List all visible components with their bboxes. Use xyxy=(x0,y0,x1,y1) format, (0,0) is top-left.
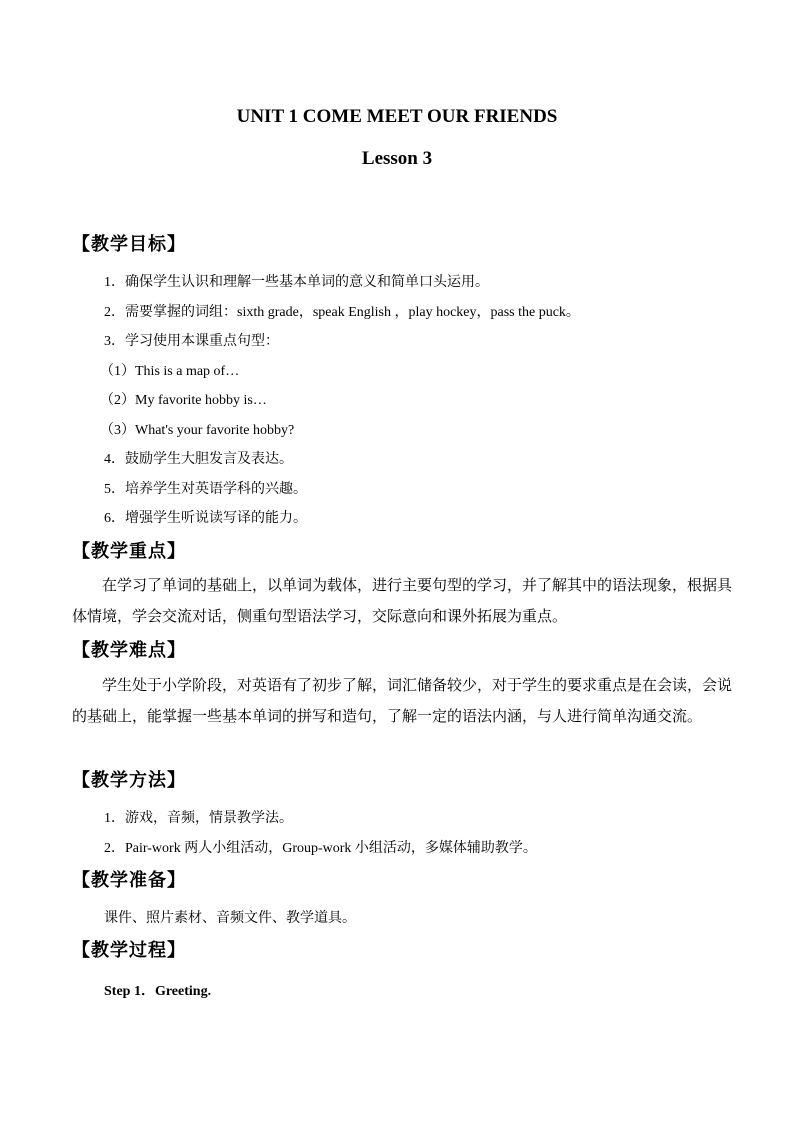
objective-item: （1）This is a map of… xyxy=(100,364,240,379)
process-step: Step 1．Greeting. xyxy=(104,984,212,999)
lesson-subtitle: Lesson 3 xyxy=(361,148,433,169)
key-points-heading: 【教学重点】 xyxy=(72,541,186,562)
process-heading: 【教学过程】 xyxy=(72,940,186,961)
methods-heading: 【教学方法】 xyxy=(72,770,186,791)
objective-item: （3）What's your favorite hobby? xyxy=(100,423,295,438)
objective-item: 3．学习使用本课重点句型： xyxy=(104,334,279,349)
document-title: UNIT 1 COME MEET OUR FRIENDS xyxy=(236,106,558,127)
objective-item: 5．培养学生对英语学科的兴趣。 xyxy=(104,482,307,497)
difficulties-text: 学生处于小学阶段，对英语有了初步了解，词汇储备较少，对于学生的要求重点是在会读，会说的基础上，能掌握一些基本单词的拼写和造句，了解一定的语法内涵，与人进行简单沟通交流。 xyxy=(72,678,733,725)
objective-item: 6．增强学生听说读写译的能力。 xyxy=(104,511,307,526)
method-item: 1．游戏，音频，情景教学法。 xyxy=(104,811,293,826)
difficulties-heading: 【教学难点】 xyxy=(72,640,186,661)
method-item: 2．Pair-work 两人小组活动，Group-work 小组活动，多媒体辅助教学。 xyxy=(104,841,537,856)
objectives-heading: 【教学目标】 xyxy=(72,234,186,255)
objective-item: 1．确保学生认识和理解一些基本单词的意义和简单口头运用。 xyxy=(104,275,489,290)
objective-item: 4．鼓励学生大胆发言及表达。 xyxy=(104,452,293,467)
preparation-heading: 【教学准备】 xyxy=(72,870,186,891)
objective-item: 2．需要掌握的词组：sixth grade，speak English ，play hockey，pass the puck。 xyxy=(104,305,580,320)
preparation-text: 课件、照片素材、音频文件、教学道具。 xyxy=(104,911,356,926)
objective-item: （2）My favorite hobby is… xyxy=(100,393,267,408)
key-points-text: 在学习了单词的基础上，以单词为载体，进行主要句型的学习，并了解其中的语法现象，根据具体情境，学会交流对话，侧重句型语法学习，交际意向和课外拓展为重点。 xyxy=(72,578,733,625)
